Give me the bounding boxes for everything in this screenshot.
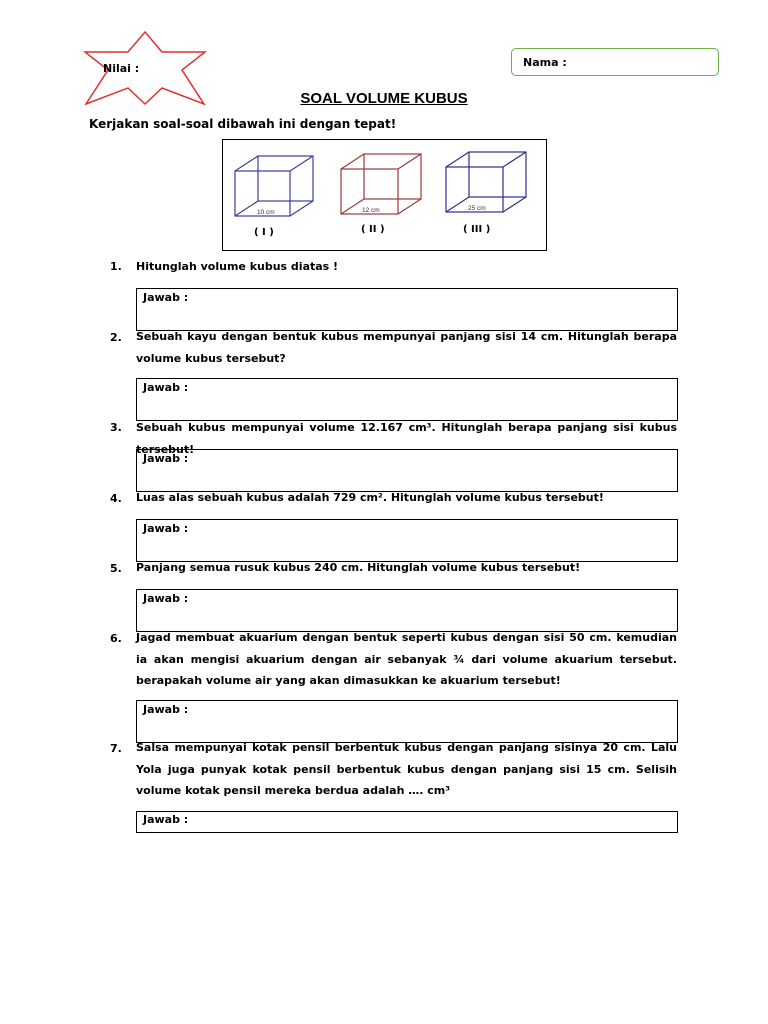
question-7-number: 7. xyxy=(110,742,122,755)
name-label: Nama : xyxy=(523,56,567,69)
question-1-number: 1. xyxy=(110,260,122,273)
question-1-text: Hitunglah volume kubus diatas ! xyxy=(136,260,339,273)
cube-ii-drawing xyxy=(341,154,421,214)
answer-label: Jawab : xyxy=(143,592,189,605)
answer-box-4[interactable] xyxy=(136,519,678,562)
cube-iii-label: ( III ) xyxy=(463,224,491,235)
question-3-number: 3. xyxy=(110,421,122,434)
question-2-text: Sebuah kayu dengan bentuk kubus mempunyai panjang sisi 14 cm. Hitunglah berapa volume kubus tersebut? xyxy=(136,330,677,365)
page-title: SOAL VOLUME KUBUS xyxy=(300,90,468,107)
question-5-number: 5. xyxy=(110,562,122,575)
question-6-text: Jagad membuat akuarium dengan bentuk seperti kubus dengan sisi 50 cm. kemudian ia akan mengisi akuarium dengan air sebanyak ¾ dari volume akuarium tersebut. berapakah volume air yang akan dimasukkan ke akuarium tersebut! xyxy=(136,631,677,687)
cube-i-drawing xyxy=(235,156,313,216)
cube-ii-label: ( II ) xyxy=(361,224,385,235)
question-5-text: Panjang semua rusuk kubus 240 cm. Hitunglah volume kubus tersebut! xyxy=(136,561,581,574)
instruction-text: Kerjakan soal-soal dibawah ini dengan tepat! xyxy=(89,117,397,131)
answer-label: Jawab : xyxy=(143,813,189,826)
question-7-text: Salsa mempunyai kotak pensil berbentuk kubus dengan panjang sisinya 20 cm. Lalu Yola juga punyak kotak pensil berbentuk kubus dengan panjang sisi 15 cm. Selisih volume kotak pensil mereka berdua adalah …. cm³ xyxy=(136,741,677,797)
answer-label: Jawab : xyxy=(143,522,189,535)
question-2-number: 2. xyxy=(110,331,122,344)
cube-i-label: ( I ) xyxy=(254,227,274,238)
question-4-text: Luas alas sebuah kubus adalah 729 cm². Hitunglah volume kubus tersebut! xyxy=(136,491,604,504)
question-3-text: Sebuah kubus mempunyai volume 12.167 cm³. Hitunglah berapa panjang sisi kubus tersebut! xyxy=(136,421,677,456)
answer-label: Jawab : xyxy=(143,291,189,304)
answer-box-3[interactable] xyxy=(136,449,678,492)
answer-box-5[interactable] xyxy=(136,589,678,632)
question-6-number: 6. xyxy=(110,632,122,645)
question-4-number: 4. xyxy=(110,492,122,505)
cube-i-side-label: 10 cm xyxy=(257,209,275,216)
answer-label: Jawab : xyxy=(143,381,189,394)
score-label: Nilai : xyxy=(103,62,140,75)
answer-box-7[interactable] xyxy=(136,811,678,833)
answer-label: Jawab : xyxy=(143,703,189,716)
cube-iii-side-label: 25 cm xyxy=(468,205,486,212)
cube-ii-side-label: 12 cm xyxy=(362,207,380,214)
answer-box-1[interactable] xyxy=(136,288,678,331)
cube-figure-panel xyxy=(222,139,547,251)
answer-box-2[interactable] xyxy=(136,378,678,421)
cube-iii-drawing xyxy=(446,152,526,212)
answer-label: Jawab : xyxy=(143,452,189,465)
